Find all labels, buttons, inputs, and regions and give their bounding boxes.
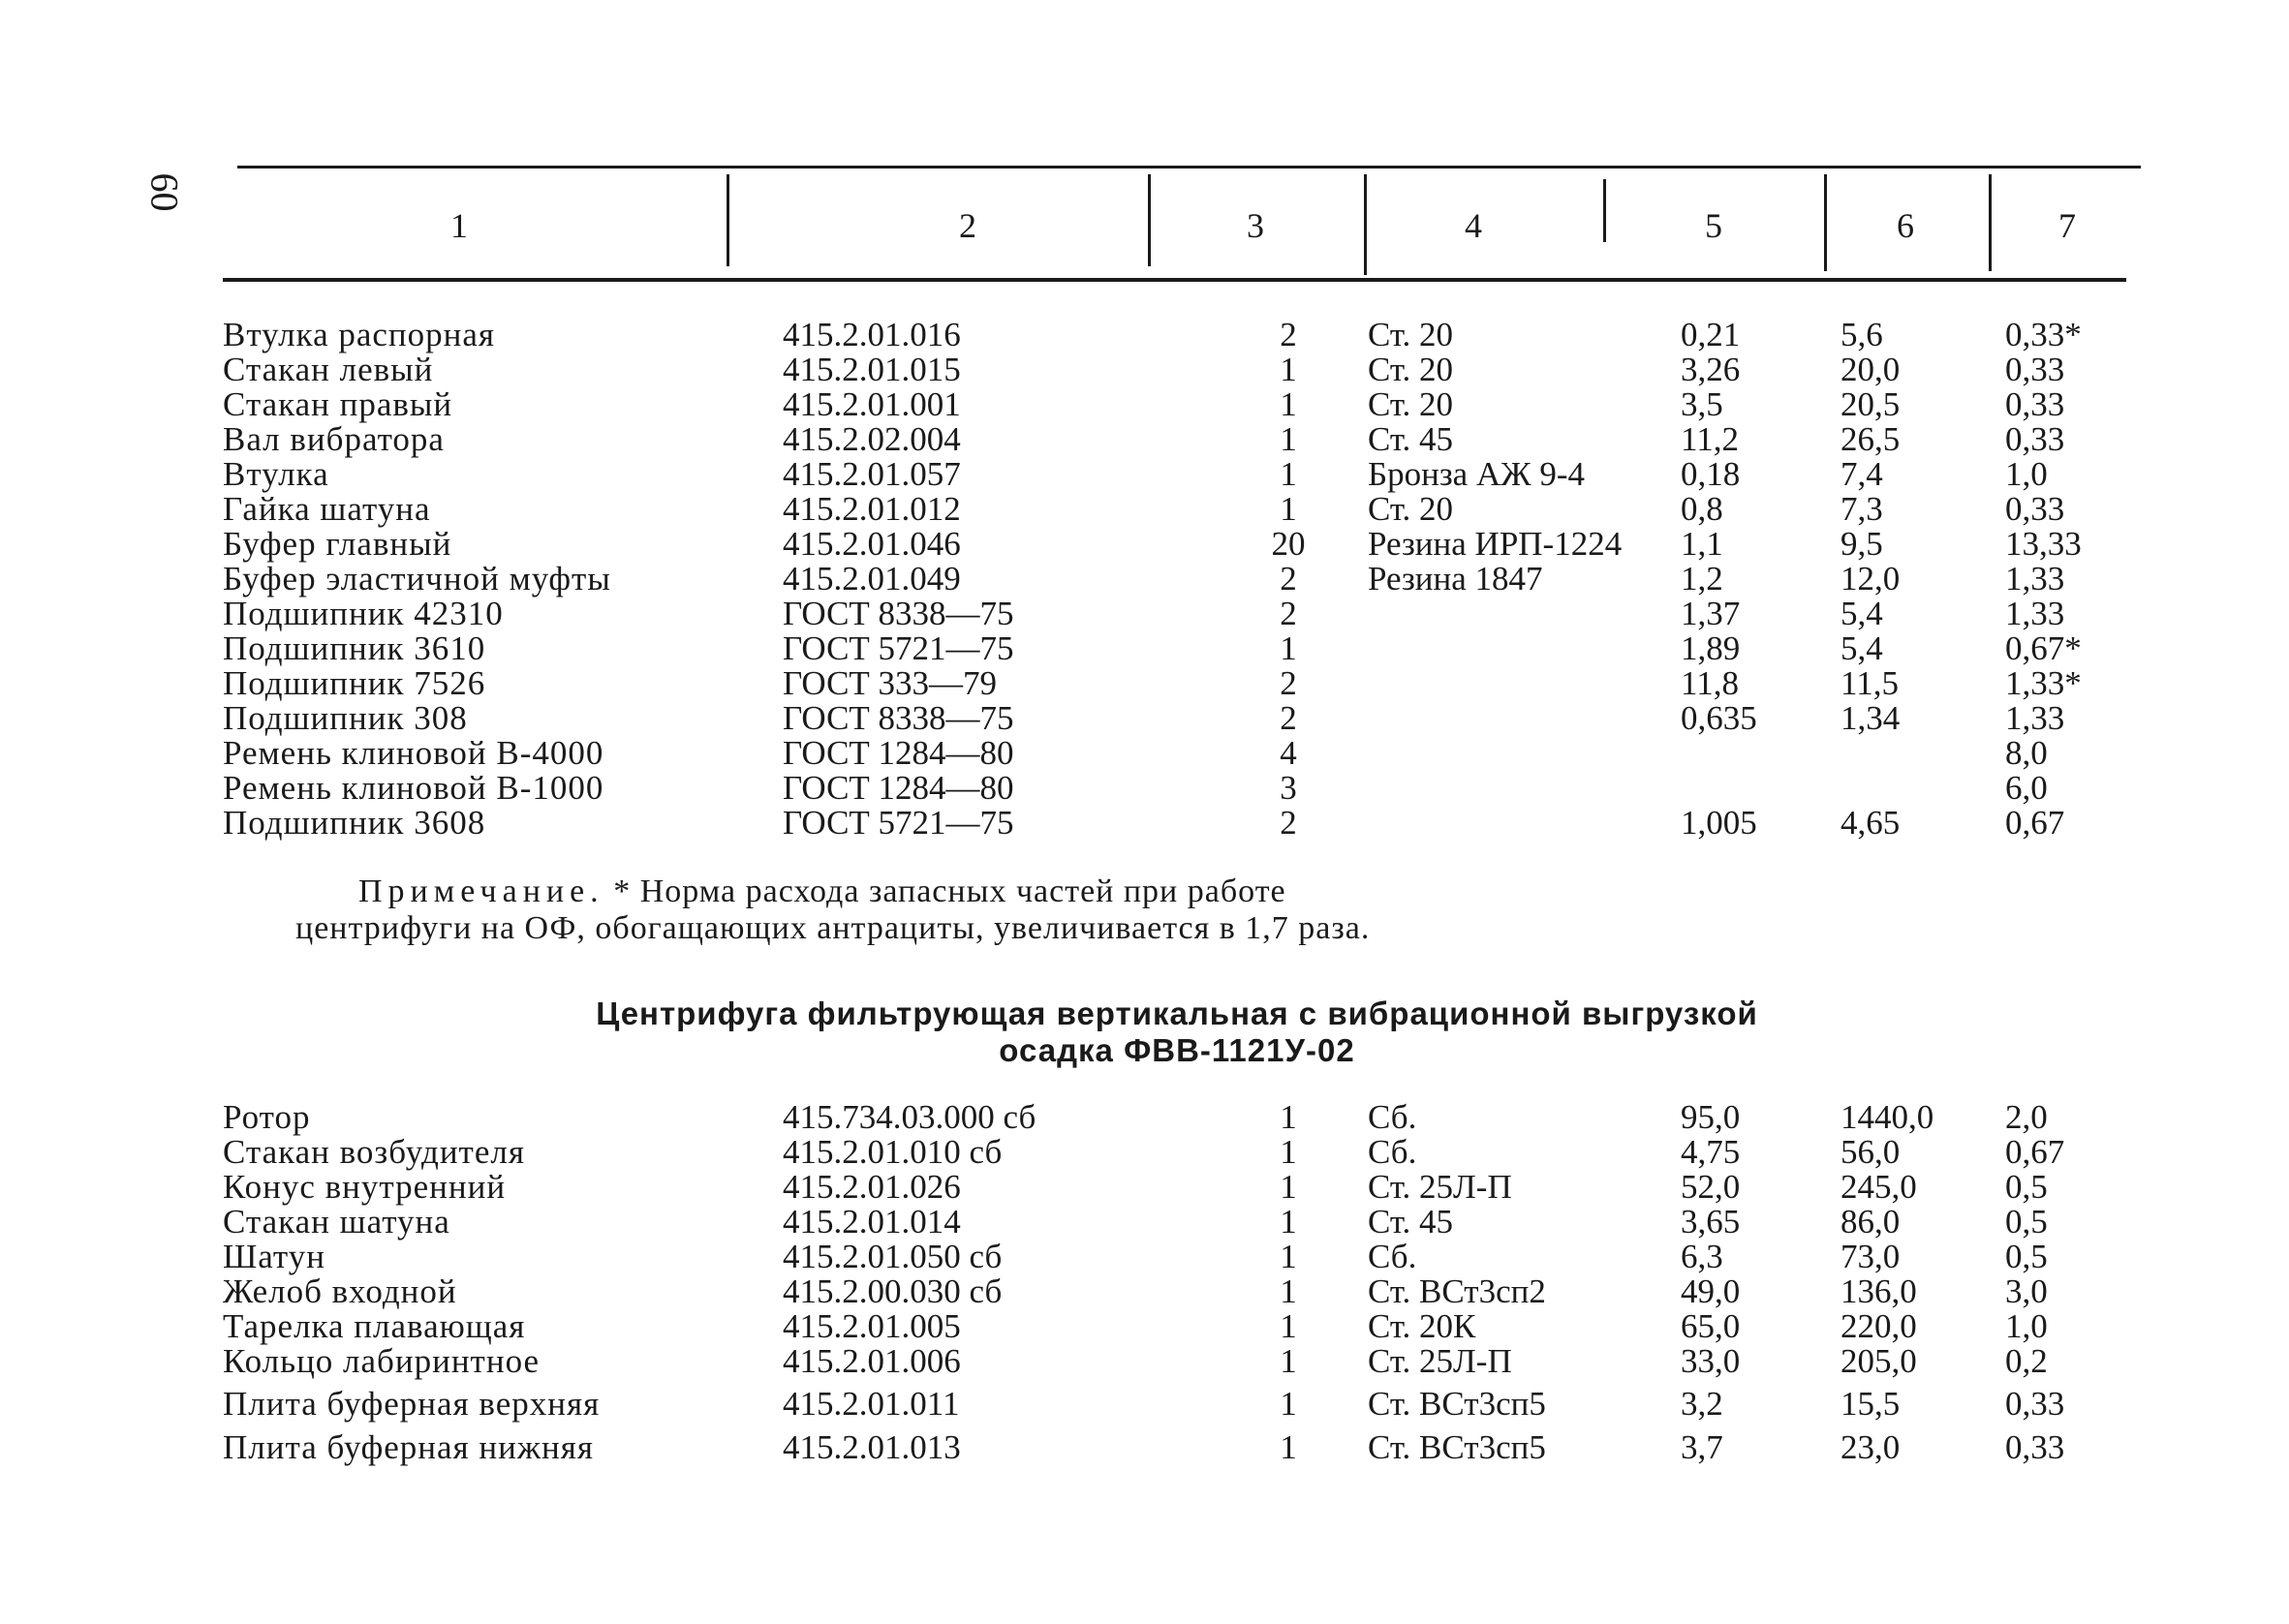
cell-value-7: 1,33 <box>2005 560 2065 598</box>
table-row <box>0 736 2289 771</box>
cell-mass: 1,2 <box>1681 560 1723 598</box>
cell-designation: 415.734.03.000 сб <box>783 1098 1036 1136</box>
table-row <box>0 1100 2289 1135</box>
cell-material: Ст. 20 <box>1368 351 1454 388</box>
cell-designation: 415.2.01.006 <box>783 1342 961 1380</box>
cell-designation: 415.2.01.010 сб <box>783 1133 1003 1171</box>
cell-value-6: 26,5 <box>1840 420 1901 458</box>
cell-designation: ГОСТ 1284—80 <box>783 769 1014 807</box>
note-line-1-text: * Норма расхода запасных частей при работе <box>603 873 1286 909</box>
cell-mass: 65,0 <box>1681 1307 1741 1345</box>
cell-value-7: 13,33 <box>2005 525 2082 563</box>
cell-value-6: 7,3 <box>1840 490 1883 528</box>
table-row <box>0 701 2289 736</box>
table-row <box>0 1240 2289 1274</box>
cell-quantity: 1 <box>1280 385 1297 423</box>
cell-name: Буфер главный <box>223 525 452 563</box>
cell-value-7: 0,33 <box>2005 420 2065 458</box>
cell-quantity: 1 <box>1280 455 1297 493</box>
header-bottom-rule <box>223 278 2126 282</box>
cell-designation: 415.2.02.004 <box>783 420 961 458</box>
note-line-1 <box>358 873 1286 910</box>
cell-value-6: 20,5 <box>1840 385 1901 423</box>
cell-quantity: 4 <box>1280 734 1297 772</box>
cell-material: Сб. <box>1368 1133 1417 1171</box>
table-row <box>0 422 2289 457</box>
cell-value-7: 0,5 <box>2005 1203 2048 1241</box>
cell-quantity: 2 <box>1280 804 1297 842</box>
cell-mass: 0,8 <box>1681 490 1723 528</box>
cell-name: Ремень клиновой В-4000 <box>223 734 604 772</box>
cell-designation: 415.2.01.016 <box>783 316 961 353</box>
table-row <box>0 527 2289 562</box>
cell-quantity: 1 <box>1280 351 1297 388</box>
cell-value-7: 1,33 <box>2005 699 2065 737</box>
cell-quantity: 1 <box>1280 1238 1297 1275</box>
note-lead: Примечание. <box>358 873 604 909</box>
header-col-7: 7 <box>2058 206 2076 245</box>
cell-quantity: 1 <box>1280 1272 1297 1310</box>
cell-name: Плита буферная верхняя <box>223 1385 601 1423</box>
cell-material: Ст. 25Л-П <box>1368 1168 1512 1206</box>
cell-designation: 415.2.00.030 сб <box>783 1272 1003 1310</box>
cell-value-7: 1,0 <box>2005 1307 2048 1345</box>
table-row <box>0 1344 2289 1379</box>
cell-mass: 11,8 <box>1681 664 1739 702</box>
cell-material: Ст. 20 <box>1368 385 1454 423</box>
cell-value-6: 23,0 <box>1840 1428 1901 1466</box>
table-row <box>0 1274 2289 1309</box>
page-number: 60 <box>142 172 187 212</box>
header-top-rule <box>237 166 2141 169</box>
cell-value-6: 86,0 <box>1840 1203 1901 1241</box>
cell-material: Ст. ВСт3сп5 <box>1368 1428 1546 1466</box>
table-row <box>0 387 2289 422</box>
cell-name: Подшипник 7526 <box>223 664 486 702</box>
note-line-2: центрифуги на ОФ, обогащающих антрациты, увеличивается в 1,7 раза. <box>295 910 1371 946</box>
header-col-5: 5 <box>1705 206 1722 245</box>
cell-material: Ст. 25Л-П <box>1368 1342 1512 1380</box>
cell-value-7: 0,33 <box>2005 385 2065 423</box>
cell-quantity: 3 <box>1280 769 1297 807</box>
cell-mass: 0,18 <box>1681 455 1741 493</box>
cell-name: Желоб входной <box>223 1272 457 1310</box>
cell-name: Буфер эластичной муфты <box>223 560 611 598</box>
cell-mass: 0,21 <box>1681 316 1741 353</box>
cell-mass: 3,7 <box>1681 1428 1723 1466</box>
cell-designation: ГОСТ 5721—75 <box>783 804 1014 842</box>
cell-value-6: 15,5 <box>1840 1385 1901 1423</box>
cell-value-7: 0,67 <box>2005 1133 2065 1171</box>
cell-mass: 1,005 <box>1681 804 1757 842</box>
section-title-line-2: осадка ФВВ-1121У-02 <box>999 1032 1355 1068</box>
cell-value-7: 0,67 <box>2005 804 2065 842</box>
cell-quantity: 2 <box>1280 699 1297 737</box>
cell-value-7: 0,5 <box>2005 1238 2048 1275</box>
cell-value-6: 136,0 <box>1840 1272 1917 1310</box>
cell-name: Подшипник 3610 <box>223 629 486 667</box>
cell-designation: 415.2.01.014 <box>783 1203 961 1241</box>
cell-value-6: 245,0 <box>1840 1168 1917 1206</box>
cell-material: Ст. 20К <box>1368 1307 1476 1345</box>
cell-name: Кольцо лабиринтное <box>223 1342 541 1380</box>
table-row <box>0 1387 2289 1422</box>
cell-name: Шатун <box>223 1238 326 1275</box>
cell-designation: ГОСТ 333—79 <box>783 664 998 702</box>
header-col-2: 2 <box>959 206 976 245</box>
cell-designation: 415.2.01.005 <box>783 1307 961 1345</box>
cell-name: Стакан левый <box>223 351 434 388</box>
cell-value-6: 56,0 <box>1840 1133 1901 1171</box>
table-row <box>0 597 2289 631</box>
cell-material: Бронза АЖ 9-4 <box>1368 455 1585 493</box>
cell-value-7: 0,33 <box>2005 1428 2065 1466</box>
cell-designation: 415.2.01.015 <box>783 351 961 388</box>
cell-mass: 3,65 <box>1681 1203 1741 1241</box>
table-row <box>0 631 2289 666</box>
cell-designation: ГОСТ 5721—75 <box>783 629 1014 667</box>
cell-value-7: 1,33 <box>2005 595 2065 632</box>
cell-name: Втулка <box>223 455 329 493</box>
cell-mass: 1,89 <box>1681 629 1741 667</box>
table-row <box>0 562 2289 597</box>
cell-value-6: 5,6 <box>1840 316 1883 353</box>
table-row <box>0 1309 2289 1344</box>
table-row <box>0 457 2289 492</box>
cell-material: Ст. 45 <box>1368 420 1454 458</box>
table-row <box>0 771 2289 806</box>
table-row <box>0 806 2289 841</box>
cell-quantity: 1 <box>1280 1168 1297 1206</box>
cell-name: Плита буферная нижняя <box>223 1428 594 1466</box>
cell-mass: 0,635 <box>1681 699 1757 737</box>
cell-material: Ст. 45 <box>1368 1203 1454 1241</box>
cell-quantity: 2 <box>1280 595 1297 632</box>
cell-material: Ст. 20 <box>1368 316 1454 353</box>
cell-value-6: 73,0 <box>1840 1238 1901 1275</box>
cell-value-7: 2,0 <box>2005 1098 2048 1136</box>
cell-designation: 415.2.01.050 сб <box>783 1238 1003 1275</box>
cell-name: Стакан возбудителя <box>223 1133 525 1171</box>
header-separator-2 <box>1148 174 1151 266</box>
cell-designation: 415.2.01.026 <box>783 1168 961 1206</box>
header-separator-3 <box>1364 174 1367 275</box>
cell-designation: 415.2.01.049 <box>783 560 961 598</box>
cell-quantity: 1 <box>1280 1428 1297 1466</box>
cell-quantity: 1 <box>1280 490 1297 528</box>
cell-value-7: 0,33 <box>2005 1385 2065 1423</box>
cell-name: Конус внутренний <box>223 1168 507 1206</box>
cell-value-7: 1,33* <box>2005 664 2082 702</box>
cell-name: Стакан шатуна <box>223 1203 450 1241</box>
section-title-line-1: Центрифуга фильтрующая вертикальная с вибрационной выгрузкой <box>596 996 1758 1031</box>
cell-value-6: 5,4 <box>1840 595 1883 632</box>
cell-value-6: 1440,0 <box>1840 1098 1934 1136</box>
cell-value-7: 0,5 <box>2005 1168 2048 1206</box>
cell-mass: 3,2 <box>1681 1385 1723 1423</box>
cell-quantity: 1 <box>1280 1307 1297 1345</box>
cell-quantity: 1 <box>1280 1385 1297 1423</box>
cell-quantity: 2 <box>1280 316 1297 353</box>
cell-value-6: 220,0 <box>1840 1307 1917 1345</box>
table-row <box>0 318 2289 352</box>
cell-value-7: 0,33* <box>2005 316 2082 353</box>
cell-designation: ГОСТ 1284—80 <box>783 734 1014 772</box>
table-row <box>0 1205 2289 1240</box>
cell-name: Ротор <box>223 1098 311 1136</box>
cell-value-7: 6,0 <box>2005 769 2048 807</box>
header-col-4: 4 <box>1465 206 1482 245</box>
cell-material: Сб. <box>1368 1238 1417 1275</box>
table-row <box>0 492 2289 527</box>
cell-name: Стакан правый <box>223 385 453 423</box>
cell-value-7: 0,33 <box>2005 351 2065 388</box>
cell-designation: 415.2.01.013 <box>783 1428 961 1466</box>
cell-material: Резина 1847 <box>1368 560 1543 598</box>
cell-value-7: 3,0 <box>2005 1272 2048 1310</box>
cell-quantity: 20 <box>1271 525 1306 563</box>
cell-value-6: 20,0 <box>1840 351 1901 388</box>
cell-value-6: 205,0 <box>1840 1342 1917 1380</box>
cell-value-7: 0,67* <box>2005 629 2082 667</box>
cell-mass: 1,37 <box>1681 595 1741 632</box>
cell-name: Подшипник 308 <box>223 699 468 737</box>
cell-quantity: 1 <box>1280 1203 1297 1241</box>
table-row <box>0 1430 2289 1465</box>
cell-quantity: 2 <box>1280 560 1297 598</box>
header-separator-6 <box>1989 174 1992 271</box>
table-row <box>0 1135 2289 1170</box>
cell-mass: 1,1 <box>1681 525 1723 563</box>
cell-name: Ремень клиновой В-1000 <box>223 769 604 807</box>
cell-value-6: 7,4 <box>1840 455 1883 493</box>
cell-name: Втулка распорная <box>223 316 496 353</box>
cell-mass: 95,0 <box>1681 1098 1741 1136</box>
cell-quantity: 1 <box>1280 629 1297 667</box>
cell-quantity: 1 <box>1280 1098 1297 1136</box>
cell-designation: 415.2.01.012 <box>783 490 961 528</box>
cell-mass: 3,26 <box>1681 351 1741 388</box>
table-row <box>0 1170 2289 1205</box>
cell-mass: 33,0 <box>1681 1342 1741 1380</box>
cell-value-7: 8,0 <box>2005 734 2048 772</box>
cell-mass: 11,2 <box>1681 420 1739 458</box>
cell-designation: 415.2.01.046 <box>783 525 961 563</box>
cell-quantity: 2 <box>1280 664 1297 702</box>
cell-mass: 3,5 <box>1681 385 1723 423</box>
cell-designation: ГОСТ 8338—75 <box>783 595 1014 632</box>
header-col-6: 6 <box>1897 206 1914 245</box>
cell-quantity: 1 <box>1280 1133 1297 1171</box>
cell-value-6: 1,34 <box>1840 699 1901 737</box>
cell-value-7: 0,2 <box>2005 1342 2048 1380</box>
cell-name: Подшипник 3608 <box>223 804 486 842</box>
table-row <box>0 352 2289 387</box>
cell-quantity: 1 <box>1280 1342 1297 1380</box>
cell-name: Гайка шатуна <box>223 490 431 528</box>
cell-value-6: 12,0 <box>1840 560 1901 598</box>
cell-designation: 415.2.01.057 <box>783 455 961 493</box>
cell-value-6: 5,4 <box>1840 629 1883 667</box>
cell-value-7: 0,33 <box>2005 490 2065 528</box>
cell-value-6: 4,65 <box>1840 804 1901 842</box>
cell-name: Тарелка плавающая <box>223 1307 526 1345</box>
cell-value-6: 9,5 <box>1840 525 1883 563</box>
cell-material: Сб. <box>1368 1098 1417 1136</box>
header-separator-4 <box>1603 179 1606 242</box>
cell-material: Резина ИРП-1224 <box>1368 525 1623 563</box>
cell-value-7: 1,0 <box>2005 455 2048 493</box>
cell-mass: 4,75 <box>1681 1133 1741 1171</box>
cell-name: Вал вибратора <box>223 420 445 458</box>
cell-quantity: 1 <box>1280 420 1297 458</box>
header-separator-5 <box>1824 174 1827 271</box>
header-col-1: 1 <box>450 206 468 245</box>
cell-mass: 6,3 <box>1681 1238 1723 1275</box>
table-row <box>0 666 2289 701</box>
header-separator-1 <box>727 174 729 266</box>
cell-mass: 49,0 <box>1681 1272 1741 1310</box>
cell-name: Подшипник 42310 <box>223 595 504 632</box>
cell-designation: 415.2.01.001 <box>783 385 961 423</box>
cell-value-6: 11,5 <box>1840 664 1899 702</box>
cell-material: Ст. ВСт3сп2 <box>1368 1272 1546 1310</box>
cell-designation: 415.2.01.011 <box>783 1385 960 1423</box>
cell-mass: 52,0 <box>1681 1168 1741 1206</box>
cell-designation: ГОСТ 8338—75 <box>783 699 1014 737</box>
cell-material: Ст. 20 <box>1368 490 1454 528</box>
cell-material: Ст. ВСт3сп5 <box>1368 1385 1546 1423</box>
header-col-3: 3 <box>1247 206 1264 245</box>
